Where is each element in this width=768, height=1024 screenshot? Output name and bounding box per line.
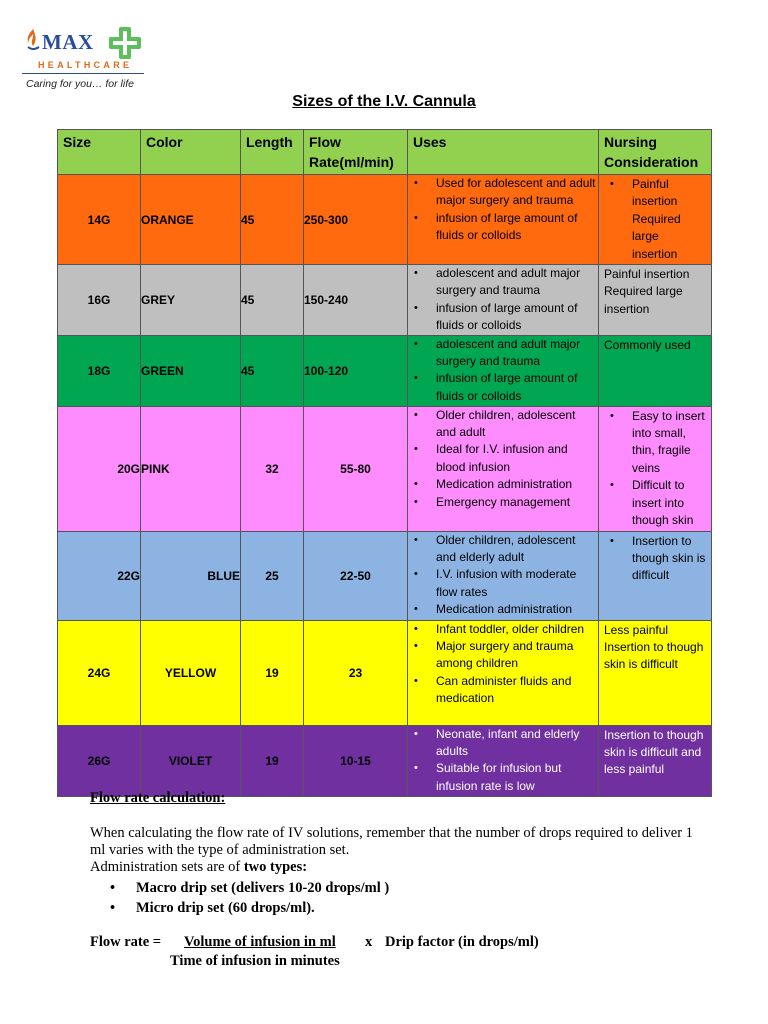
- header-color: Color: [141, 130, 241, 175]
- table-row: [58, 406, 712, 531]
- use-item: • adolescent and adult major surgery and trauma: [436, 336, 598, 371]
- cell-flow-rate: 10-15: [304, 725, 408, 796]
- flow-rate-paragraph: When calculating the flow rate of IV solutions, remember that the number of drops required to deliver 1 ml varies with the type of administration set. Administration sets are of two types:: [90, 825, 693, 875]
- use-item: • infusion of large amount of fluids or colloids: [436, 210, 598, 245]
- use-item: • Neonate, infant and elderly adults: [436, 726, 598, 761]
- formula-denominator: Time of infusion in minutes: [170, 953, 340, 969]
- nursing-text: Painful insertion Required large insertion: [604, 267, 690, 316]
- nursing-item: • Insertion to though skin is difficult: [632, 533, 706, 585]
- cell-nursing-consideration: [599, 725, 712, 796]
- cell-size: 18G: [58, 335, 141, 406]
- nursing-item: • Difficult to insert into though skin: [632, 477, 706, 529]
- use-item: • Used for adolescent and adult major surgery and trauma: [436, 175, 598, 210]
- macro-drip-bullet: • Macro drip set (delivers 10-20 drops/ml ): [112, 880, 389, 897]
- use-item: • Older children, adolescent and adult: [436, 407, 598, 442]
- use-item: • Emergency management: [436, 494, 598, 511]
- cell-nursing-consideration: [599, 531, 712, 620]
- cell-length: 19: [241, 725, 304, 796]
- cell-length: 45: [241, 265, 304, 336]
- table-row: [58, 620, 712, 725]
- use-item: • Can administer fluids and medication: [436, 673, 598, 708]
- use-item: • infusion of large amount of fluids or colloids: [436, 370, 598, 405]
- cell-size: 16G: [58, 265, 141, 336]
- cell-uses: [408, 265, 599, 336]
- cell-flow-rate: 250-300: [304, 175, 408, 265]
- use-item: • I.V. infusion with moderate flow rates: [436, 566, 598, 601]
- medical-cross-icon: [108, 26, 142, 60]
- use-item: • infusion of large amount of fluids or colloids: [436, 300, 598, 335]
- cell-nursing-consideration: [599, 406, 712, 531]
- use-item: • Ideal for I.V. infusion and blood infusion: [436, 441, 598, 476]
- cell-length: 19: [241, 620, 304, 725]
- logo-brand: MAX: [42, 30, 94, 54]
- table-header-row: [58, 130, 712, 175]
- flow-rate-formula: [90, 934, 539, 969]
- cell-uses: [408, 620, 599, 725]
- formula-label: Flow rate =: [90, 934, 162, 950]
- formula-numerator: Volume of infusion in ml: [184, 934, 336, 950]
- logo-subbrand: HEALTHCARE: [38, 60, 133, 70]
- cell-color: YELLOW: [141, 620, 241, 725]
- use-item: • Infant toddler, older children: [436, 621, 598, 638]
- use-item: • Suitable for infusion but infusion rate is low: [436, 760, 598, 795]
- header-length: Length: [241, 130, 304, 175]
- cell-flow-rate: 23: [304, 620, 408, 725]
- cell-uses: [408, 406, 599, 531]
- cell-size: 22G: [58, 531, 141, 620]
- table-row: [58, 531, 712, 620]
- cell-color: GREY: [141, 265, 241, 336]
- flame-icon: [24, 28, 42, 52]
- cell-size: 24G: [58, 620, 141, 725]
- use-item: • Medication administration: [436, 601, 598, 618]
- nursing-text: Commonly used: [604, 337, 691, 352]
- header-nursing-consideration: Nursing Consideration: [599, 130, 712, 175]
- cannula-sizes-table: [57, 129, 712, 797]
- cell-flow-rate: 22-50: [304, 531, 408, 620]
- micro-drip-bullet: • Micro drip set (60 drops/ml).: [112, 900, 315, 917]
- cell-color: BLUE: [141, 531, 241, 620]
- nursing-item: • Painful insertion Required large insertion: [632, 176, 706, 263]
- header-flow-rate: Flow Rate(ml/min): [304, 130, 408, 175]
- table-row: [58, 335, 712, 406]
- cell-nursing-consideration: [599, 335, 712, 406]
- use-item: • Medication administration: [436, 476, 598, 493]
- nursing-item: • Easy to insert into small, thin, fragile veins: [632, 408, 706, 478]
- logo-tagline: Caring for you… for life: [26, 78, 134, 90]
- cell-uses: [408, 725, 599, 796]
- table-row: [58, 175, 712, 265]
- cell-uses: [408, 175, 599, 265]
- flow-rate-heading: Flow rate calculation:: [90, 790, 226, 806]
- table-row: [58, 265, 712, 336]
- nursing-text: Less painful Insertion to though skin is difficult: [604, 622, 704, 672]
- cell-size: 26G: [58, 725, 141, 796]
- cell-length: 45: [241, 175, 304, 265]
- cell-nursing-consideration: [599, 175, 712, 265]
- cell-nursing-consideration: [599, 620, 712, 725]
- cell-flow-rate: 100-120: [304, 335, 408, 406]
- use-item: • Older children, adolescent and elderly adult: [436, 532, 598, 567]
- cell-flow-rate: 55-80: [304, 406, 408, 531]
- formula-times: x: [365, 934, 373, 950]
- cell-color: VIOLET: [141, 725, 241, 796]
- use-item: • adolescent and adult major surgery and trauma: [436, 265, 598, 300]
- cell-uses: [408, 335, 599, 406]
- logo-divider: [22, 73, 144, 74]
- cell-size: 14G: [58, 175, 141, 265]
- page-title: Sizes of the I.V. Cannula: [292, 93, 476, 110]
- formula-drip-factor: Drip factor (in drops/ml): [385, 934, 539, 950]
- cell-flow-rate: 150-240: [304, 265, 408, 336]
- use-item: • Major surgery and trauma among children: [436, 638, 598, 673]
- cell-length: 32: [241, 406, 304, 531]
- cell-nursing-consideration: [599, 265, 712, 336]
- cell-size: 20G: [58, 406, 141, 531]
- table-row: [58, 725, 712, 796]
- nursing-text: Insertion to though skin is difficult and less painful: [604, 727, 704, 777]
- max-healthcare-logo: [22, 22, 152, 94]
- cell-uses: [408, 531, 599, 620]
- cell-length: 25: [241, 531, 304, 620]
- header-uses: Uses: [408, 130, 599, 175]
- header-size: Size: [58, 130, 141, 175]
- cell-color: GREEN: [141, 335, 241, 406]
- cell-color: PINK: [141, 406, 241, 531]
- cell-color: ORANGE: [141, 175, 241, 265]
- cell-length: 45: [241, 335, 304, 406]
